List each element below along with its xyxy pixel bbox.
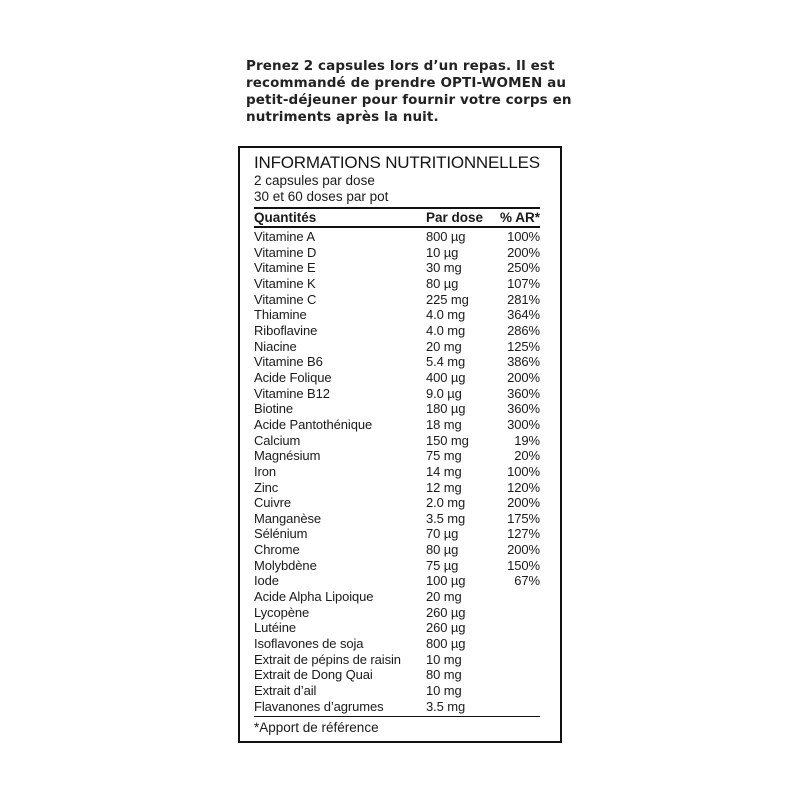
nutrient-dose: 260 µg (426, 604, 466, 620)
nutrient-percent: 360% (507, 401, 540, 417)
nutrient-dose: 80 µg (426, 542, 459, 558)
nutrient-percent: 19% (514, 432, 540, 448)
nutrient-percent: 20% (514, 448, 540, 464)
nutrient-percent: 200% (507, 369, 540, 385)
nutrient-percent: 286% (507, 322, 540, 338)
nutrient-row (254, 605, 540, 621)
nutrient-row (254, 464, 540, 480)
nutrient-dose: 20 mg (426, 338, 462, 354)
nutrient-name: Zinc (254, 479, 279, 495)
nutrient-percent (497, 636, 540, 652)
nutrient-name: Vitamine K (254, 275, 316, 291)
nutrient-dose: 80 µg (426, 275, 459, 291)
nutrition-label (238, 146, 562, 743)
label-title: INFORMATIONS NUTRITIONNELLES (254, 153, 540, 172)
nutrient-row (254, 292, 540, 308)
nutrient-percent: 107% (507, 275, 540, 291)
nutrient-percent (497, 605, 540, 621)
nutrient-percent (497, 667, 540, 683)
nutrient-name: Iron (254, 463, 277, 479)
nutrient-rows (254, 229, 540, 714)
nutrient-name: Vitamine B6 (254, 354, 323, 370)
nutrient-dose: 100 µg (426, 573, 466, 589)
nutrient-dose: 9.0 µg (426, 385, 462, 401)
nutrient-name: Biotine (254, 401, 294, 417)
nutrient-name: Cuivre (254, 495, 291, 511)
nutrient-name: Vitamine D (254, 244, 317, 260)
nutrient-row (254, 526, 540, 542)
nutrient-percent: 200% (507, 495, 540, 511)
nutrient-dose: 30 mg (426, 260, 462, 276)
nutrient-row (254, 573, 540, 589)
nutrient-row (254, 636, 540, 652)
capsules-per-dose: 2 capsules par dose (254, 173, 375, 188)
nutrient-name: Extrait d’ail (254, 683, 317, 699)
nutrient-row (254, 511, 540, 527)
nutrient-dose: 75 µg (426, 557, 459, 573)
nutrient-dose: 4.0 mg (426, 307, 466, 323)
nutrient-percent: 175% (507, 510, 540, 526)
nutrient-name: Chrome (254, 542, 300, 558)
dosage-instructions-line: nutriments après la nuit. (246, 109, 439, 125)
nutrient-name: Extrait de pépins de raisin (254, 651, 401, 667)
column-header-percent-ar: % AR* (499, 210, 540, 225)
nutrient-dose: 12 mg (426, 479, 462, 495)
nutrient-dose: 3.5 mg (426, 698, 466, 714)
nutrient-name: Lutéine (254, 620, 296, 636)
nutrient-row (254, 229, 540, 245)
nutrient-percent (497, 652, 540, 668)
nutrient-percent: 120% (507, 479, 540, 495)
nutrient-row (254, 480, 540, 496)
nutrient-name: Acide Alpha Lipoique (254, 589, 374, 605)
nutrient-name: Calcium (254, 432, 301, 448)
nutrient-dose: 180 µg (426, 401, 466, 417)
nutrient-row (254, 307, 540, 323)
column-header-par-dose: Par dose (426, 210, 484, 225)
nutrient-row (254, 542, 540, 558)
nutrient-percent (497, 620, 540, 636)
nutrient-dose: 10 µg (426, 244, 459, 260)
nutrient-row (254, 683, 540, 699)
nutrient-name: Acide Folique (254, 369, 332, 385)
nutrient-name: Thiamine (254, 307, 307, 323)
dosage-instructions (246, 58, 572, 126)
nutrient-dose: 75 mg (426, 448, 462, 464)
column-header-quantites: Quantités (254, 210, 317, 225)
nutrient-name: Vitamine A (254, 229, 315, 244)
nutrient-dose: 150 mg (426, 432, 469, 448)
nutrient-row (254, 245, 540, 261)
nutrient-dose: 4.0 mg (426, 322, 466, 338)
nutrient-dose: 10 mg (426, 683, 462, 699)
nutrient-dose: 3.5 mg (426, 510, 466, 526)
nutrient-row (254, 370, 540, 386)
nutrient-dose: 260 µg (426, 620, 466, 636)
nutrient-name: Vitamine E (254, 260, 316, 276)
dosage-instructions-line: Prenez 2 capsules lors d’un repas. Il est (246, 58, 555, 74)
nutrient-percent: 300% (507, 416, 540, 432)
nutrient-row (254, 589, 540, 605)
nutrient-row (254, 667, 540, 683)
nutrient-name: Flavanones d’agrumes (254, 698, 384, 714)
nutrient-percent: 150% (507, 557, 540, 573)
nutrient-percent (497, 589, 540, 605)
nutrient-percent: 125% (507, 338, 540, 354)
nutrient-name: Extrait de Dong Quai (254, 667, 373, 683)
nutrient-percent: 100% (507, 229, 540, 244)
nutrient-name: Acide Pantothénique (254, 416, 373, 432)
nutrient-percent: 364% (507, 307, 540, 323)
nutrient-dose: 400 µg (426, 369, 466, 385)
dosage-instructions-line: recommandé de prendre OPTI-WOMEN au (246, 75, 567, 91)
nutrient-row (254, 386, 540, 402)
nutrient-percent: 127% (507, 526, 540, 542)
nutrient-row (254, 620, 540, 636)
nutrient-dose: 80 mg (426, 667, 462, 683)
dosage-instructions-line: petit-déjeuner pour fournir votre corps en (246, 92, 572, 108)
nutrient-percent: 281% (507, 291, 540, 307)
nutrient-name: Sélénium (254, 526, 308, 542)
nutrient-name: Molybdène (254, 557, 317, 573)
nutrient-dose: 5.4 mg (426, 354, 466, 370)
nutrient-percent: 100% (507, 463, 540, 479)
nutrient-row (254, 354, 540, 370)
nutrient-dose: 20 mg (426, 589, 462, 605)
nutrient-row (254, 558, 540, 574)
nutrient-dose: 70 µg (426, 526, 459, 542)
reference-intake-footnote: *Apport de référence (254, 716, 540, 741)
nutrient-percent (497, 683, 540, 699)
nutrient-row (254, 323, 540, 339)
nutrient-row (254, 448, 540, 464)
nutrient-name: Iode (254, 573, 279, 589)
nutrient-percent: 386% (507, 354, 540, 370)
nutrient-dose: 18 mg (426, 416, 462, 432)
nutrient-name: Vitamine B12 (254, 385, 330, 401)
nutrient-percent: 360% (507, 385, 540, 401)
nutrient-row (254, 433, 540, 449)
nutrient-row (254, 276, 540, 292)
nutrient-dose: 225 mg (426, 291, 469, 307)
nutrient-percent: 250% (507, 260, 540, 276)
nutrient-percent: 200% (507, 542, 540, 558)
nutrient-percent (497, 699, 540, 715)
nutrient-name: Lycopène (254, 604, 310, 620)
nutrient-name: Magnésium (254, 448, 321, 464)
nutrient-row (254, 260, 540, 276)
nutrient-dose: 800 µg (426, 229, 466, 244)
nutrient-name: Isoflavones de soja (254, 636, 364, 652)
nutrient-percent: 200% (507, 244, 540, 260)
nutrient-name: Vitamine C (254, 291, 317, 307)
nutrient-name: Manganèse (254, 510, 322, 526)
nutrient-row (254, 652, 540, 668)
nutrient-dose: 2.0 mg (426, 495, 466, 511)
nutrient-row (254, 401, 540, 417)
nutrient-row (254, 417, 540, 433)
table-header-row (254, 207, 540, 228)
nutrient-dose: 800 µg (426, 636, 466, 652)
nutrient-name: Niacine (254, 338, 297, 354)
nutrient-name: Riboflavine (254, 322, 318, 338)
nutrient-row (254, 339, 540, 355)
doses-per-container: 30 et 60 doses par pot (254, 188, 389, 204)
nutrient-row (254, 699, 540, 715)
nutrient-percent: 67% (514, 573, 540, 589)
nutrient-dose: 10 mg (426, 651, 462, 667)
nutrient-row (254, 495, 540, 511)
nutrient-dose: 14 mg (426, 463, 462, 479)
